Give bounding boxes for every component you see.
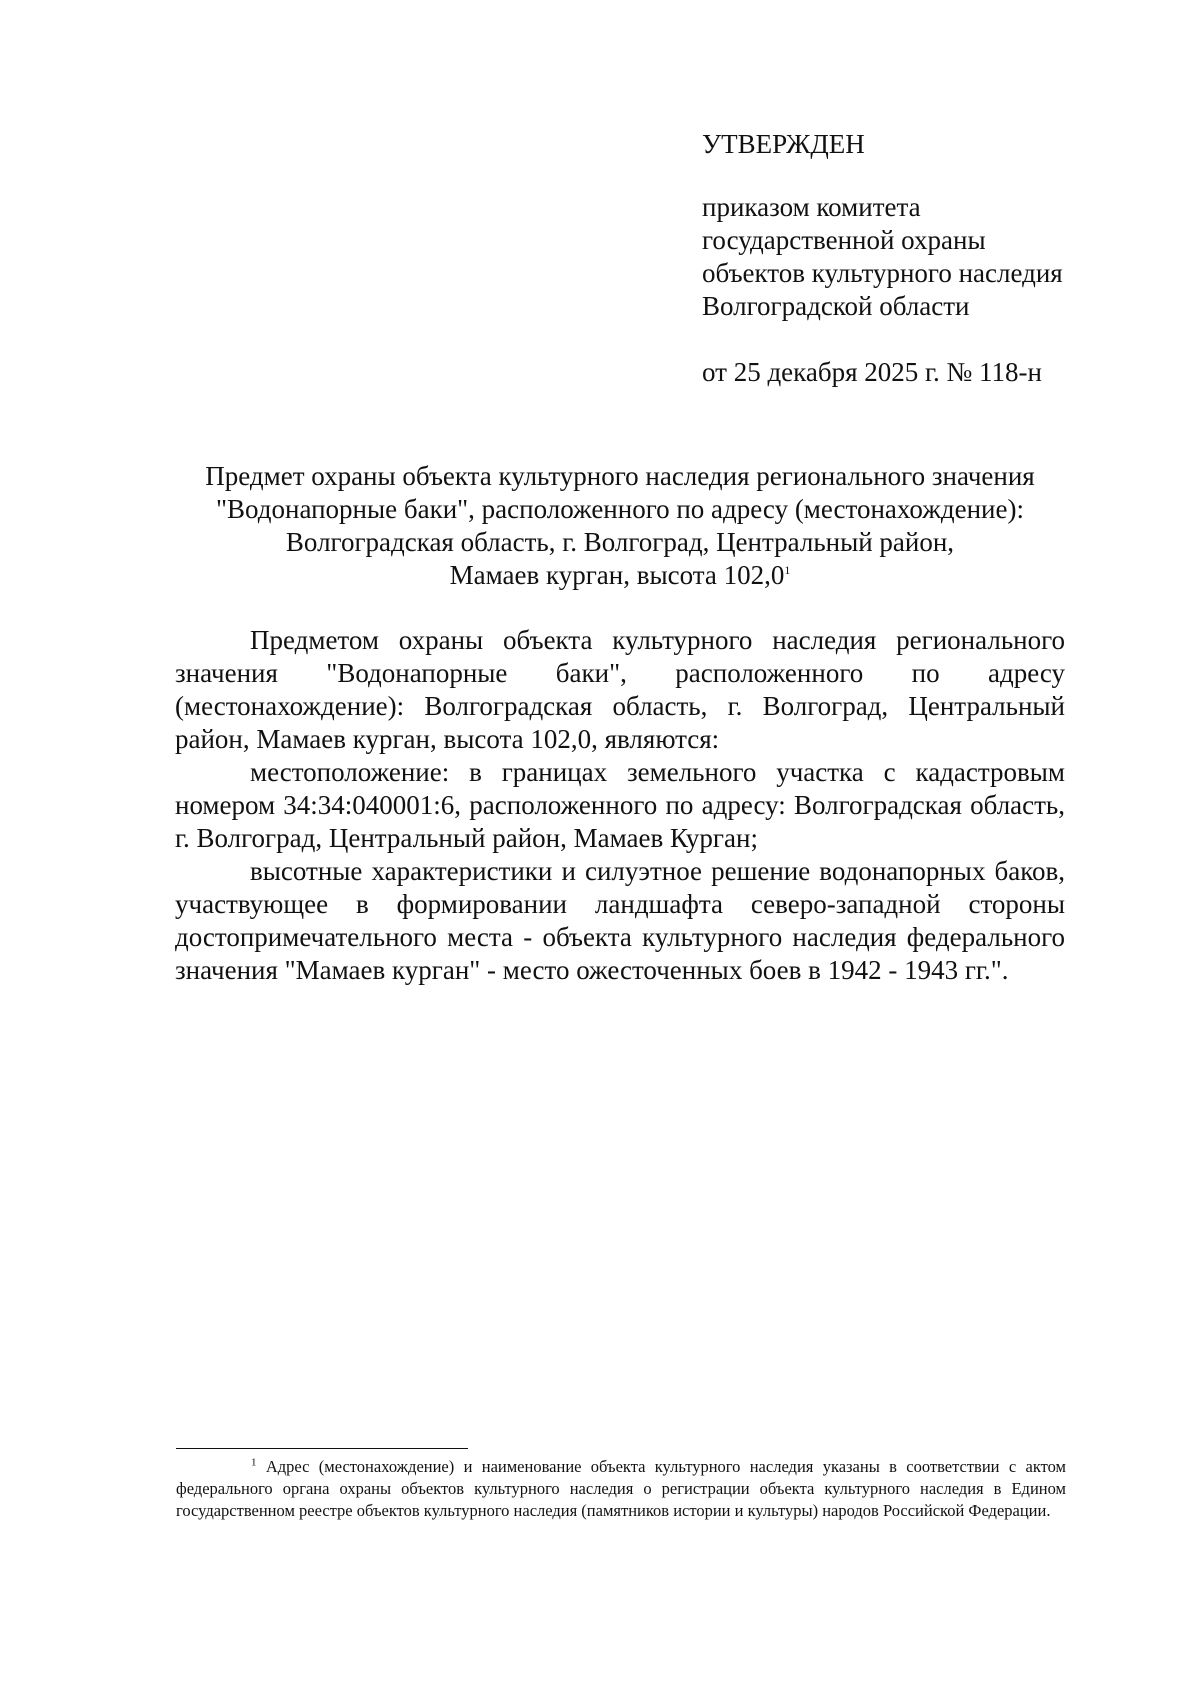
document-body — [175, 624, 1065, 987]
footnote-separator — [176, 1448, 468, 1449]
approval-line: объектов культурного наследия — [702, 258, 1063, 288]
footnote-paragraph — [176, 1456, 1066, 1522]
heading-line-text: Мамаев курган, высота 102,0 — [449, 560, 785, 590]
footnote — [176, 1456, 1066, 1522]
body-paragraph: местоположение: в границах земельного участка с кадастровым номером 34:34:040001:6, расположенного по адресу: Волгоградская область, г. Волгоград, Центральный район, Мамаев Курган; — [175, 757, 1065, 853]
approval-line: Волгоградской области — [702, 291, 970, 321]
approval-title: УТВЕРЖДЕН — [702, 129, 865, 159]
heading-line: "Водонапорные баки", расположенного по адресу (местонахождение): — [216, 494, 1024, 524]
footnote-mark: 1 — [251, 1456, 257, 1469]
heading-line: Предмет охраны объекта культурного наследия регионального значения — [205, 461, 1035, 491]
approval-line: государственной охраны — [702, 225, 986, 255]
heading-footnote-mark: 1 — [784, 563, 791, 577]
approval-block — [702, 128, 1122, 389]
heading-line: Волгоградская область, г. Волгоград, Центральный район, — [285, 527, 955, 557]
body-paragraph: Предметом охраны объекта культурного наследия регионального значения "Водонапорные баки", расположенного по адресу (местонахождение): Волгоградская область, г. Волгоград, Центральный район, Мамаев курган, высота 102,0, являются: — [175, 625, 1065, 754]
footnote-text: Адрес (местонахождение) и наименование объекта культурного наследия указаны в соответствии с актом федерального органа охраны объектов культурного наследия о регистрации объекта культурного наследия в Едином государственном реестре объектов культурного наследия (памятников истории и культуры) народов Российской Федерации. — [176, 1457, 1066, 1520]
approval-line: приказом комитета — [702, 192, 921, 222]
document-heading — [175, 460, 1065, 592]
heading-line-last — [175, 559, 1065, 592]
body-paragraph: высотные характеристики и силуэтное решение водонапорных баков, участвующее в формировании ландшафта северо-западной стороны достопримечательного места - объекта культурного наследия федерального значения "Мамаев курган" - место ожесточенных боев в 1942 - 1943 гг.". — [175, 856, 1065, 985]
approval-date: от 25 декабря 2025 г. № 118-н — [702, 357, 1042, 387]
